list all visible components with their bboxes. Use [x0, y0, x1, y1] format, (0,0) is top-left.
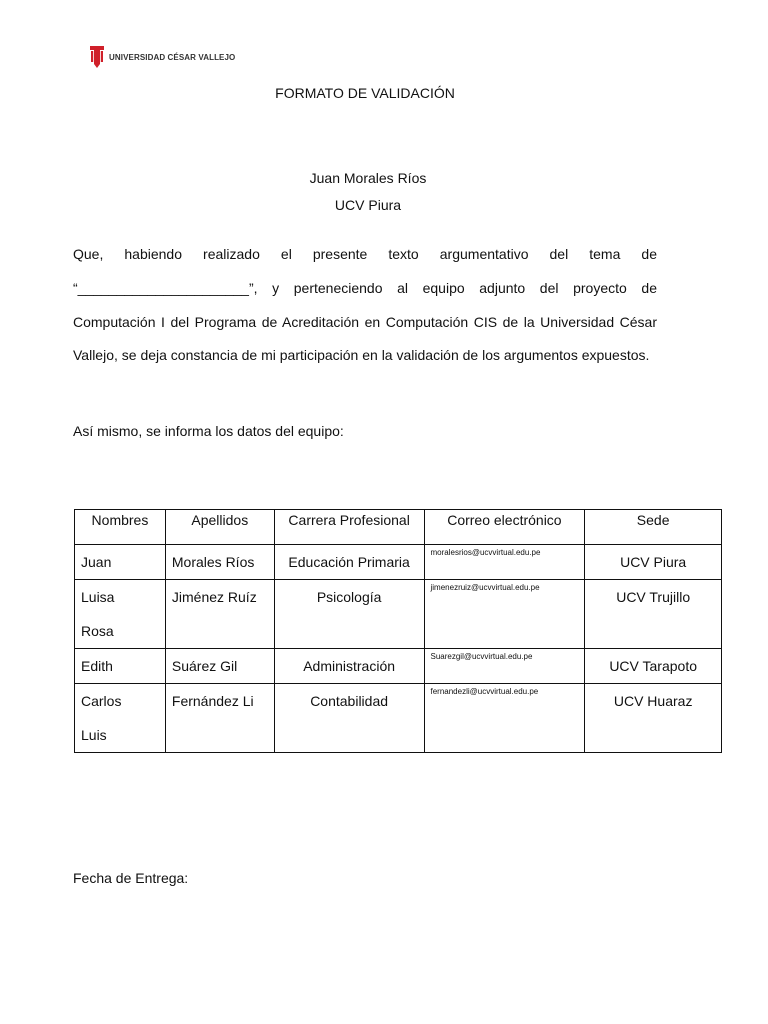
- table-row: [75, 580, 722, 649]
- cell-sede: UCV Tarapoto: [585, 649, 722, 684]
- header-apellidos: Apellidos: [165, 510, 274, 545]
- cell-sede: UCV Trujillo: [585, 580, 722, 649]
- table-row: [75, 545, 722, 580]
- header-nombres: Nombres: [75, 510, 166, 545]
- author-block: [0, 165, 736, 219]
- cell-carrera: Educación Primaria: [274, 545, 424, 580]
- cell-correo: fernandezli@ucvvirtual.edu.pe: [424, 684, 585, 753]
- logo-text: UNIVERSIDAD CÉSAR VALLEJO: [109, 52, 236, 62]
- delivery-date-label: Fecha de Entrega:: [73, 870, 189, 886]
- cell-correo: Suarezgil@ucvvirtual.edu.pe: [424, 649, 585, 684]
- header-carrera: Carrera Profesional: [274, 510, 424, 545]
- table-row: [75, 649, 722, 684]
- cell-correo: jimenezruiz@ucvvirtual.edu.pe: [424, 580, 585, 649]
- cell-nombres: Edith: [75, 649, 166, 684]
- header-correo: Correo electrónico: [424, 510, 585, 545]
- cell-apellidos: Jiménez Ruíz: [165, 580, 274, 649]
- cell-nombres: Luisa Rosa: [75, 580, 166, 649]
- table-row: [75, 684, 722, 753]
- cell-apellidos: Morales Ríos: [165, 545, 274, 580]
- author-name: Juan Morales Ríos: [309, 170, 427, 186]
- ucv-shield-icon: [90, 46, 104, 68]
- cell-sede: UCV Piura: [585, 545, 722, 580]
- team-table: [74, 509, 722, 753]
- cell-nombres: Juan: [75, 545, 166, 580]
- cell-carrera: Psicología: [274, 580, 424, 649]
- cell-nombres: Carlos Luis: [75, 684, 166, 753]
- table-header-row: [75, 510, 722, 545]
- page-title: FORMATO DE VALIDACIÓN: [275, 85, 455, 101]
- team-intro: Así mismo, se informa los datos del equipo:: [73, 423, 344, 439]
- cell-correo: moralesrios@ucvvirtual.edu.pe: [424, 545, 585, 580]
- author-campus: UCV Piura: [334, 197, 402, 213]
- university-logo: [90, 45, 235, 69]
- cell-sede: UCV Huaraz: [585, 684, 722, 753]
- cell-carrera: Contabilidad: [274, 684, 424, 753]
- cell-carrera: Administración: [274, 649, 424, 684]
- declaration-paragraph: Que, habiendo realizado el presente texto argumentativo del tema de “______________________”, y perteneciendo al equipo adjunto del proyecto de Computación I del Programa de Acreditación en Computación CIS de la Universidad César Vallejo, se deja constancia de mi participación en la validación de los argumentos expuestos.: [73, 246, 657, 364]
- cell-apellidos: Fernández Li: [165, 684, 274, 753]
- header-sede: Sede: [585, 510, 722, 545]
- cell-apellidos: Suárez Gil: [165, 649, 274, 684]
